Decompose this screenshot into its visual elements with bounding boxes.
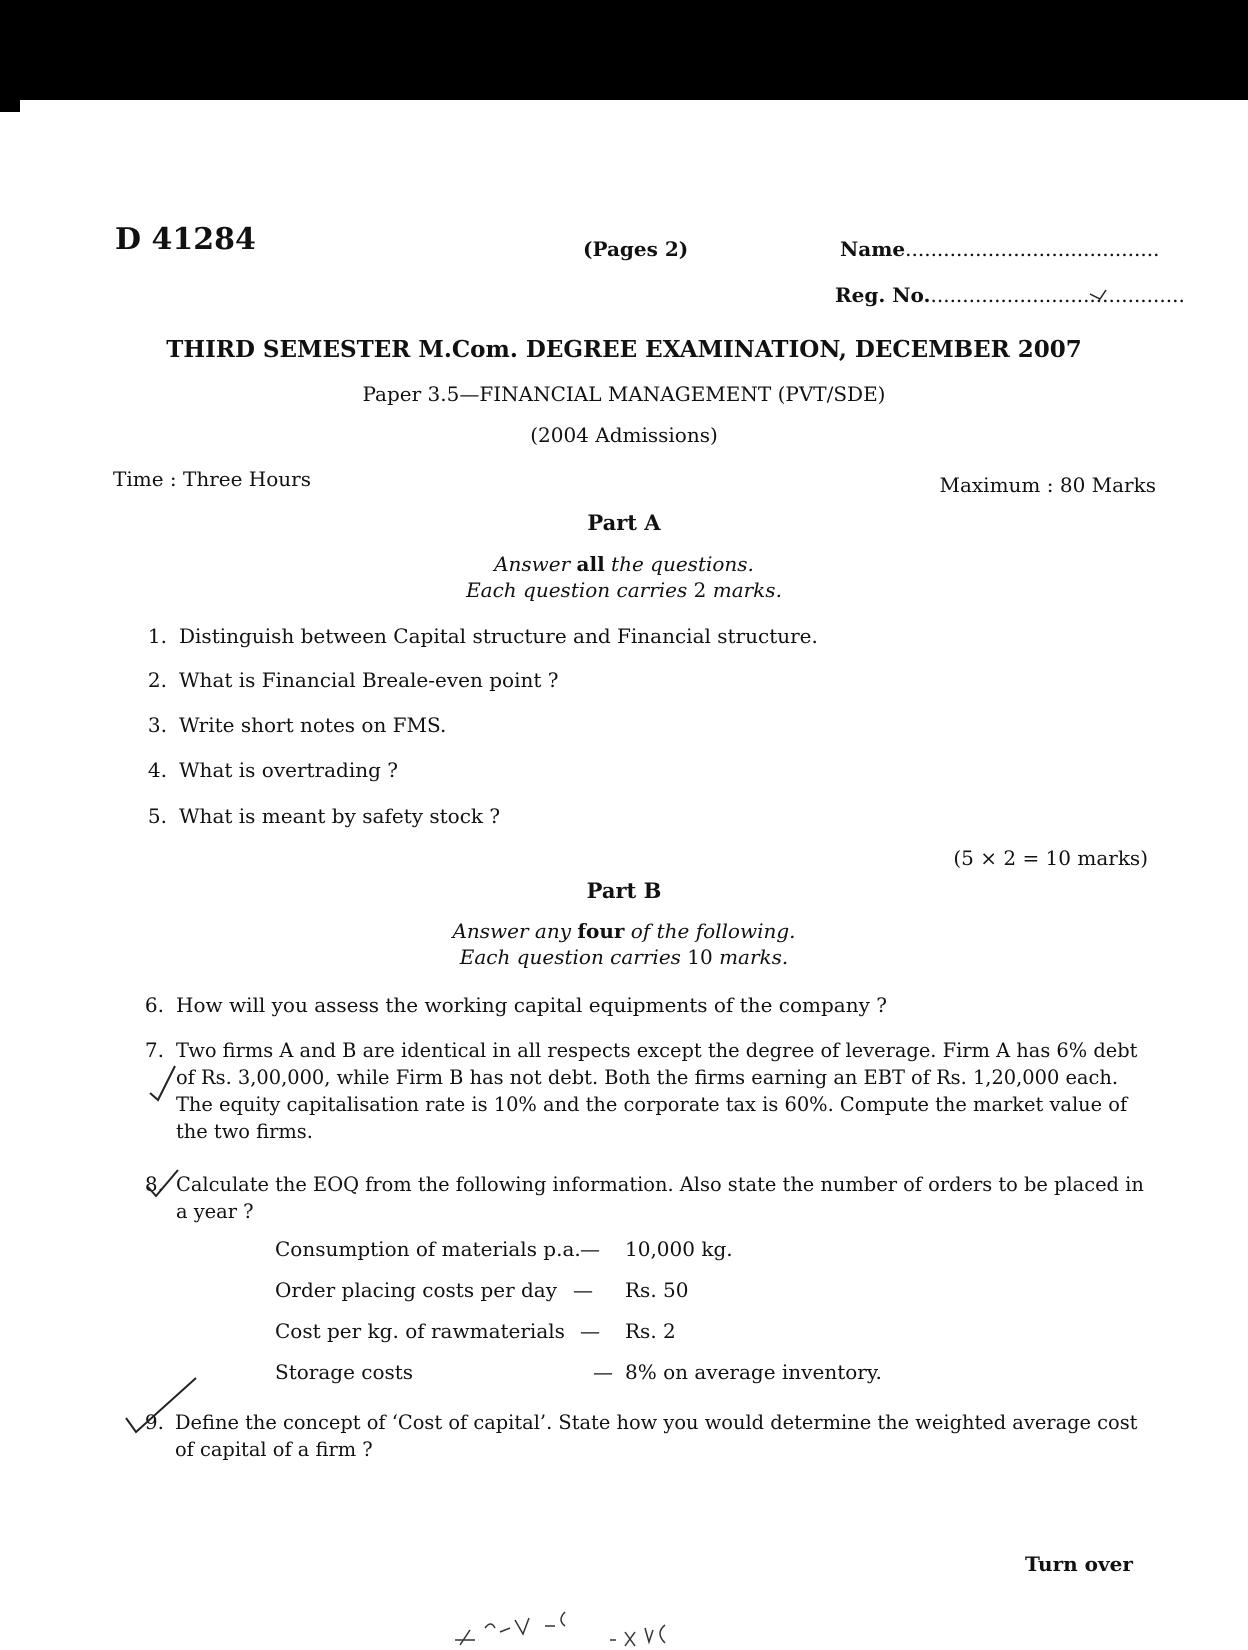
- part-b-instructions: Answer any four of the following. Each question carries 10 marks.: [452, 919, 796, 969]
- part-b-heading: Part B: [586, 878, 662, 903]
- part-a-heading: Part A: [587, 510, 661, 535]
- paper-subject: Paper 3.5—FINANCIAL MANAGEMENT (PVT/SDE): [362, 382, 886, 406]
- max-marks: Maximum : 80 Marks: [939, 473, 1156, 497]
- reg-no-label: Reg. No.: [835, 283, 931, 307]
- page-count: (Pages 2): [583, 237, 689, 261]
- part-a-instructions: Answer all the questions. Each question carries 2 marks.: [466, 552, 782, 602]
- paper-code: D 41284: [115, 222, 256, 257]
- name-label: Name: [840, 237, 906, 261]
- name-dots: ........................................: [905, 237, 1160, 261]
- reg-no-dots: ........................................: [930, 283, 1185, 307]
- turn-over: Turn over: [1025, 1552, 1133, 1576]
- exam-time: Time : Three Hours: [113, 467, 311, 491]
- part-a-marks: (5 × 2 = 10 marks): [953, 846, 1148, 870]
- admissions: (2004 Admissions): [530, 423, 718, 447]
- exam-title: THIRD SEMESTER M.Com. DEGREE EXAMINATION, DECEMBER 2007: [166, 336, 1082, 363]
